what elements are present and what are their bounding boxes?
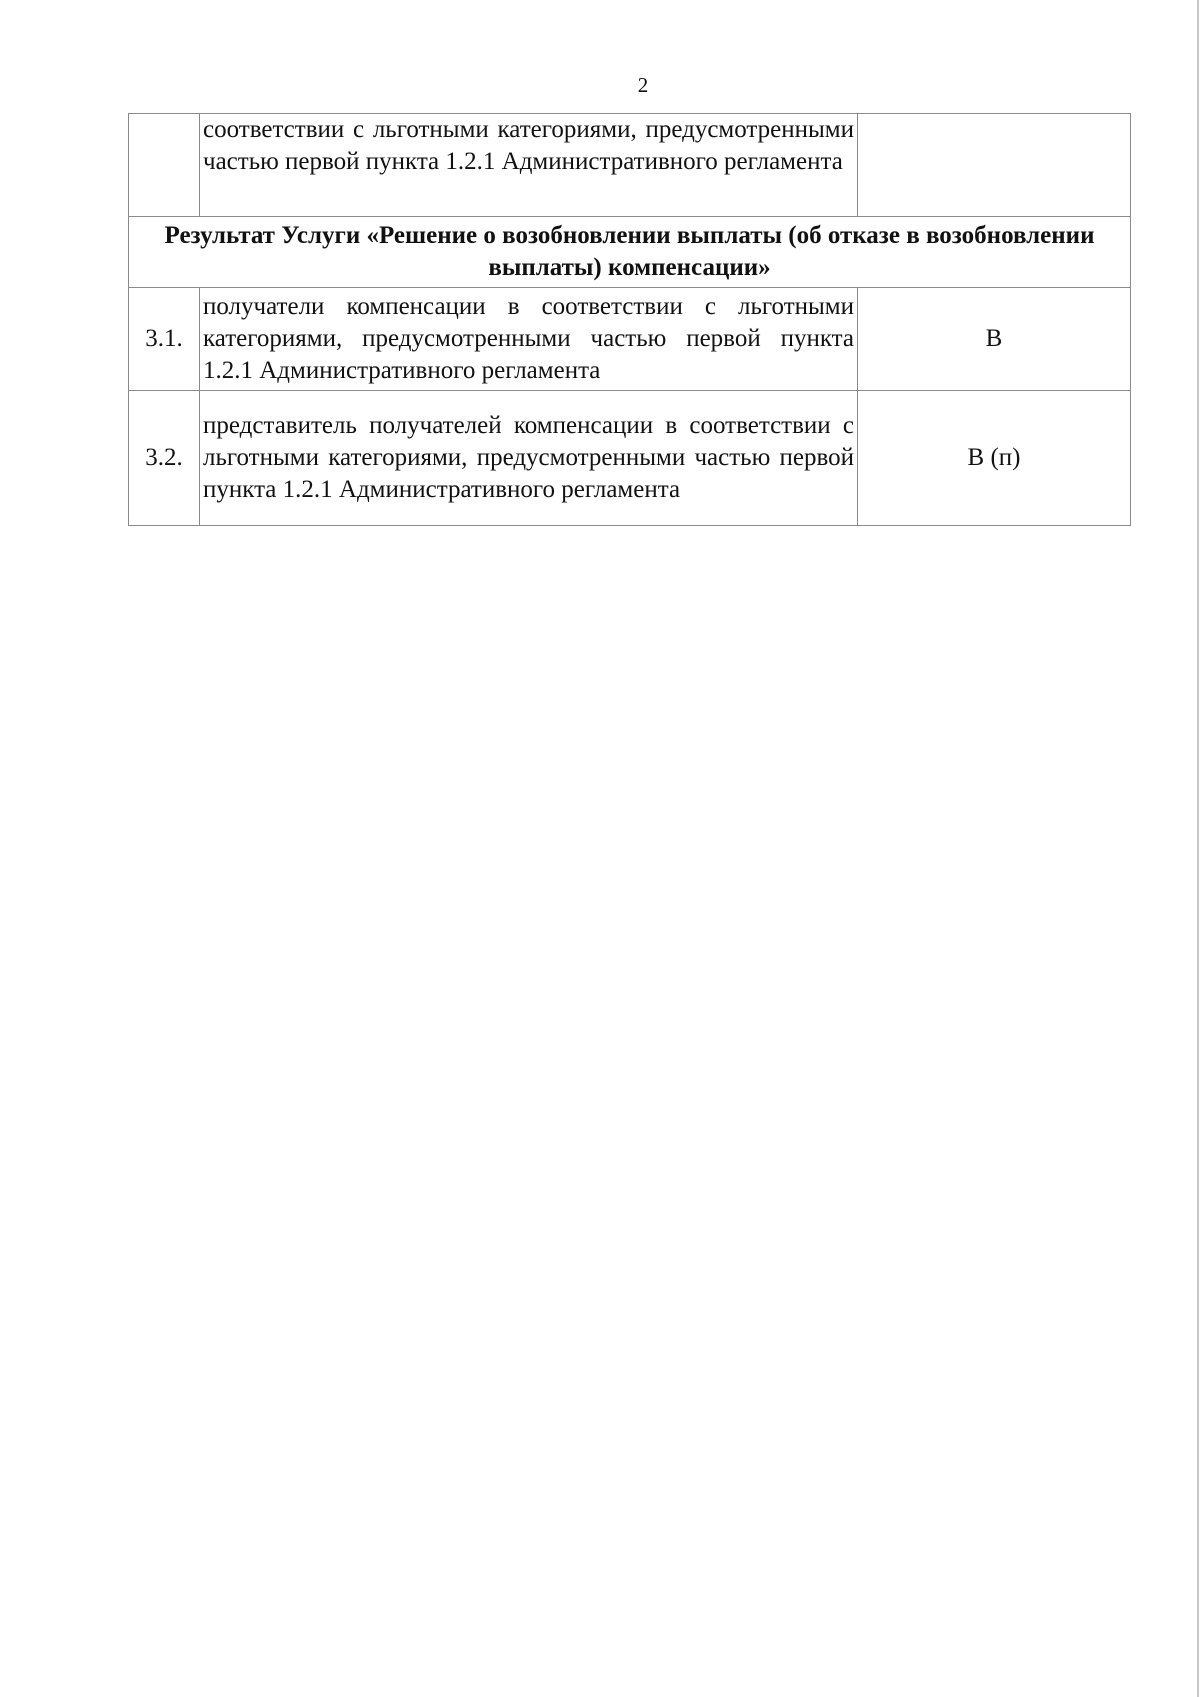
row-description: соответствии с льготными категориями, предусмотренными частью первой пункта 1.2.1 Административного регламента xyxy=(200,114,858,217)
table-row xyxy=(129,114,1131,217)
table-row xyxy=(129,288,1131,391)
table-row xyxy=(129,391,1131,526)
row-description: представитель получателей компенсации в соответствии с льготными категориями, предусмотренными частью первой пункта 1.2.1 Административного регламента xyxy=(200,391,858,526)
page-number: 2 xyxy=(637,73,649,97)
row-code xyxy=(858,114,1131,217)
row-number xyxy=(129,114,200,217)
row-number: 3.1. xyxy=(129,288,200,391)
document-table xyxy=(128,113,1131,526)
row-code: В xyxy=(858,288,1131,391)
page-edge xyxy=(1197,0,1199,1697)
section-row xyxy=(129,217,1131,288)
row-number: 3.2. xyxy=(129,391,200,526)
section-title: Результат Услуги «Решение о возобновлении выплаты (об отказе в возобновлении выплаты) компенсации» xyxy=(129,217,1131,288)
row-description: получатели компенсации в соответствии с льготными категориями, предусмотренными частью первой пункта 1.2.1 Административного регламента xyxy=(200,288,858,391)
row-code: В (п) xyxy=(858,391,1131,526)
